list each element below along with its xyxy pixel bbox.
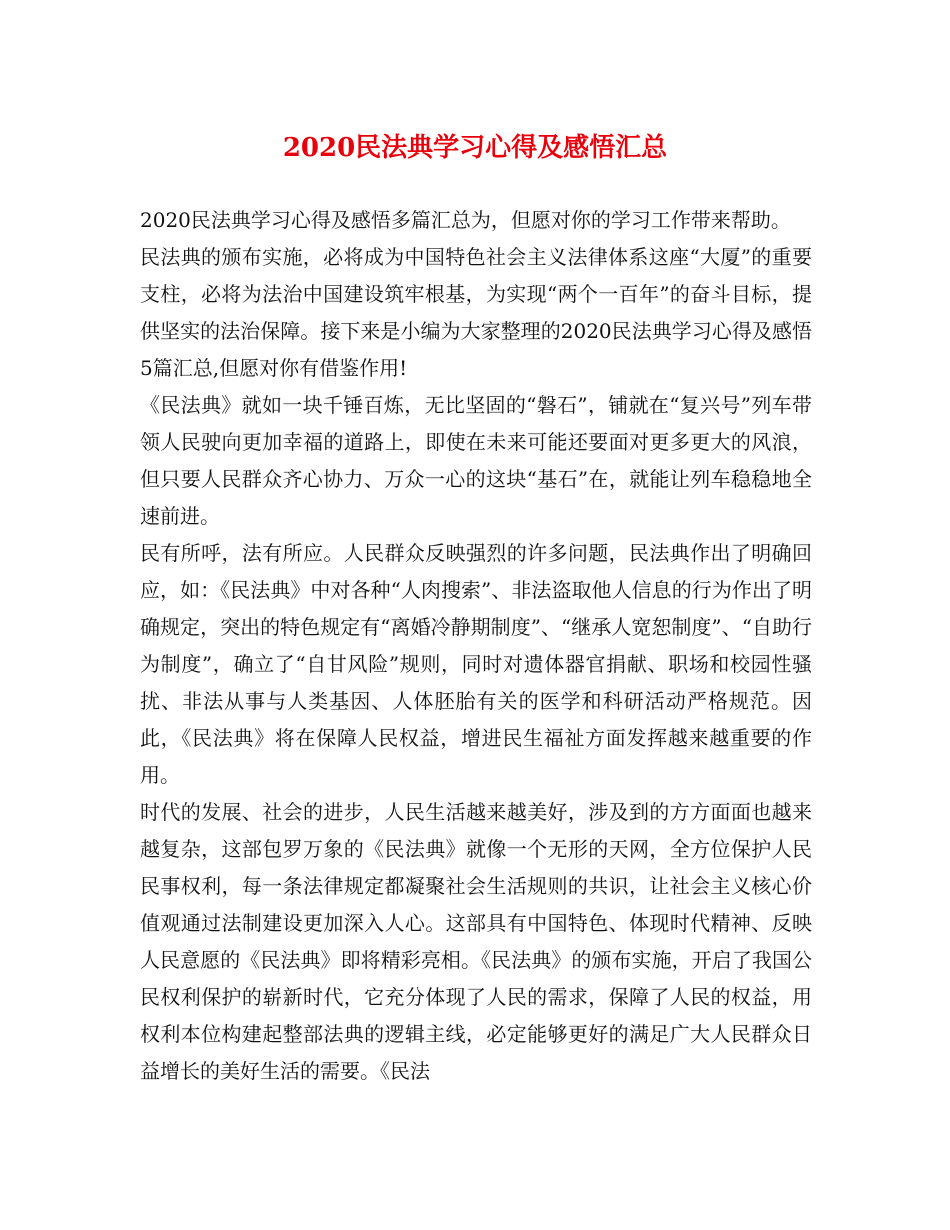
- paragraph-background: 民法典的颁布实施，必将成为中国特色社会主义法律体系这座“大厦”的重要支柱，必将为法治中国建设筑牢根基，为实现“两个一百年”的奋斗目标，提供坚实的法治保障。接下来是小编为大家整理的2020民法典学习心得及感悟5篇汇总,但愿对你有借鉴作用!: [140, 245, 812, 380]
- paragraph-bedrock: 《民法典》就如一块千锤百炼，无比坚固的“磐石”，铺就在“复兴号”列车带领人民驶向更加幸福的道路上，即使在未来可能还要面对更多更大的风浪，但只要人民群众齐心协力、万众一心的这块“基石”在，就能让列车稳稳地全速前进。: [140, 393, 812, 528]
- paragraph-intro: 2020民法典学习心得及感悟多篇汇总为，但愿对你的学习工作带来帮助。: [140, 208, 791, 232]
- document-title: 2020民法典学习心得及感悟汇总: [282, 133, 668, 163]
- document-body: [140, 202, 812, 1090]
- paragraph-response: 民有所呼，法有所应。人民群众反映强烈的许多问题，民法典作出了明确回应，如：《民法典》中对各种“人肉搜索”、非法盗取他人信息的行为作出了明确规定，突出的特色规定有“离婚冷静期制度”、“继承人宽恕制度”、“自助行为制度”，确立了“自甘风险”规则，同时对遗体器官捐献、职场和校园性骚扰、非法从事与人类基因、人体胚胎有关的医学和科研活动严格规范。因此，《民法典》将在保障人民权益，增进民生福祉方面发挥越来越重要的作用。: [140, 541, 812, 787]
- paragraph-era: 时代的发展、社会的进步，人民生活越来越美好，涉及到的方方面面也越来越复杂，这部包罗万象的《民法典》就像一个无形的天网，全方位保护人民民事权利，每一条法律规定都凝聚社会生活规则的共识，让社会主义核心价值观通过法制建设更加深入人心。这部具有中国特色、体现时代精神、反映人民意愿的《民法典》即将精彩亮相。《民法典》的颁布实施，开启了我国公民权利保护的崭新时代，它充分体现了人民的需求，保障了人民的权益，用权利本位构建起整部法典的逻辑主线，必定能够更好的满足广大人民群众日益增长的美好生活的需要。《民法: [140, 800, 812, 1083]
